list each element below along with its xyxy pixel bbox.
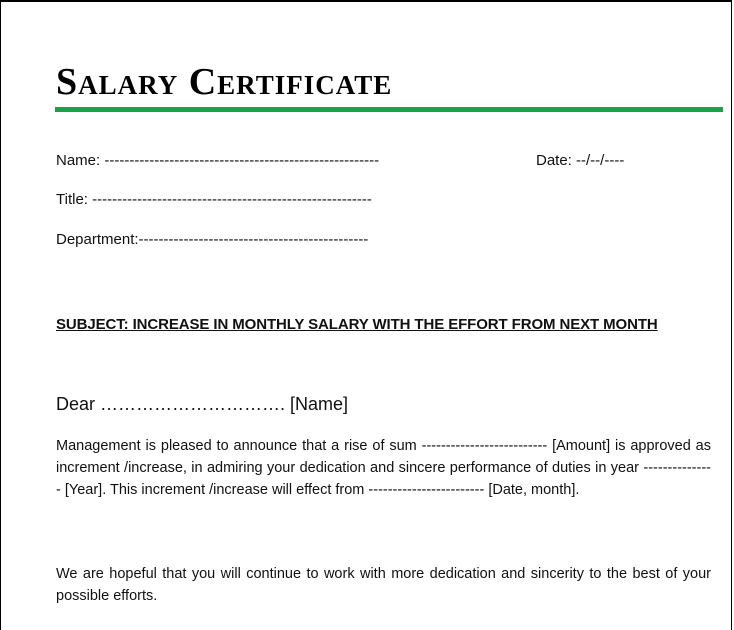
body-paragraph-increment: Management is pleased to announce that a rise of sum -------------------------- [Amount] is approved as increment /increase, in admiring your dedication and sincere performance of duties in year --------------- [Year]. This increment /increase will effect from ------------------------ [Date, month]. <box>56 438 711 498</box>
salutation: Dear …………………………. [Name] <box>56 394 349 414</box>
body-paragraph-closing: We are hopeful that you will continue to work with more dedication and sincerity to the best of your possible efforts. <box>56 566 711 604</box>
title-field: Title: -------------------------------------------------------- <box>56 191 372 208</box>
subject-line: SUBJECT: INCREASE IN MONTHLY SALARY WITH THE EFFORT FROM NEXT MONTH <box>56 316 658 333</box>
date-field: Date: --/--/---- <box>536 152 625 169</box>
title-underline-rule <box>55 107 723 112</box>
certificate-title: Salary Certificate <box>56 61 393 103</box>
department-field: Department:---------------------------------------------- <box>56 231 369 248</box>
name-field: Name: ------------------------------------------------------- <box>56 152 380 169</box>
